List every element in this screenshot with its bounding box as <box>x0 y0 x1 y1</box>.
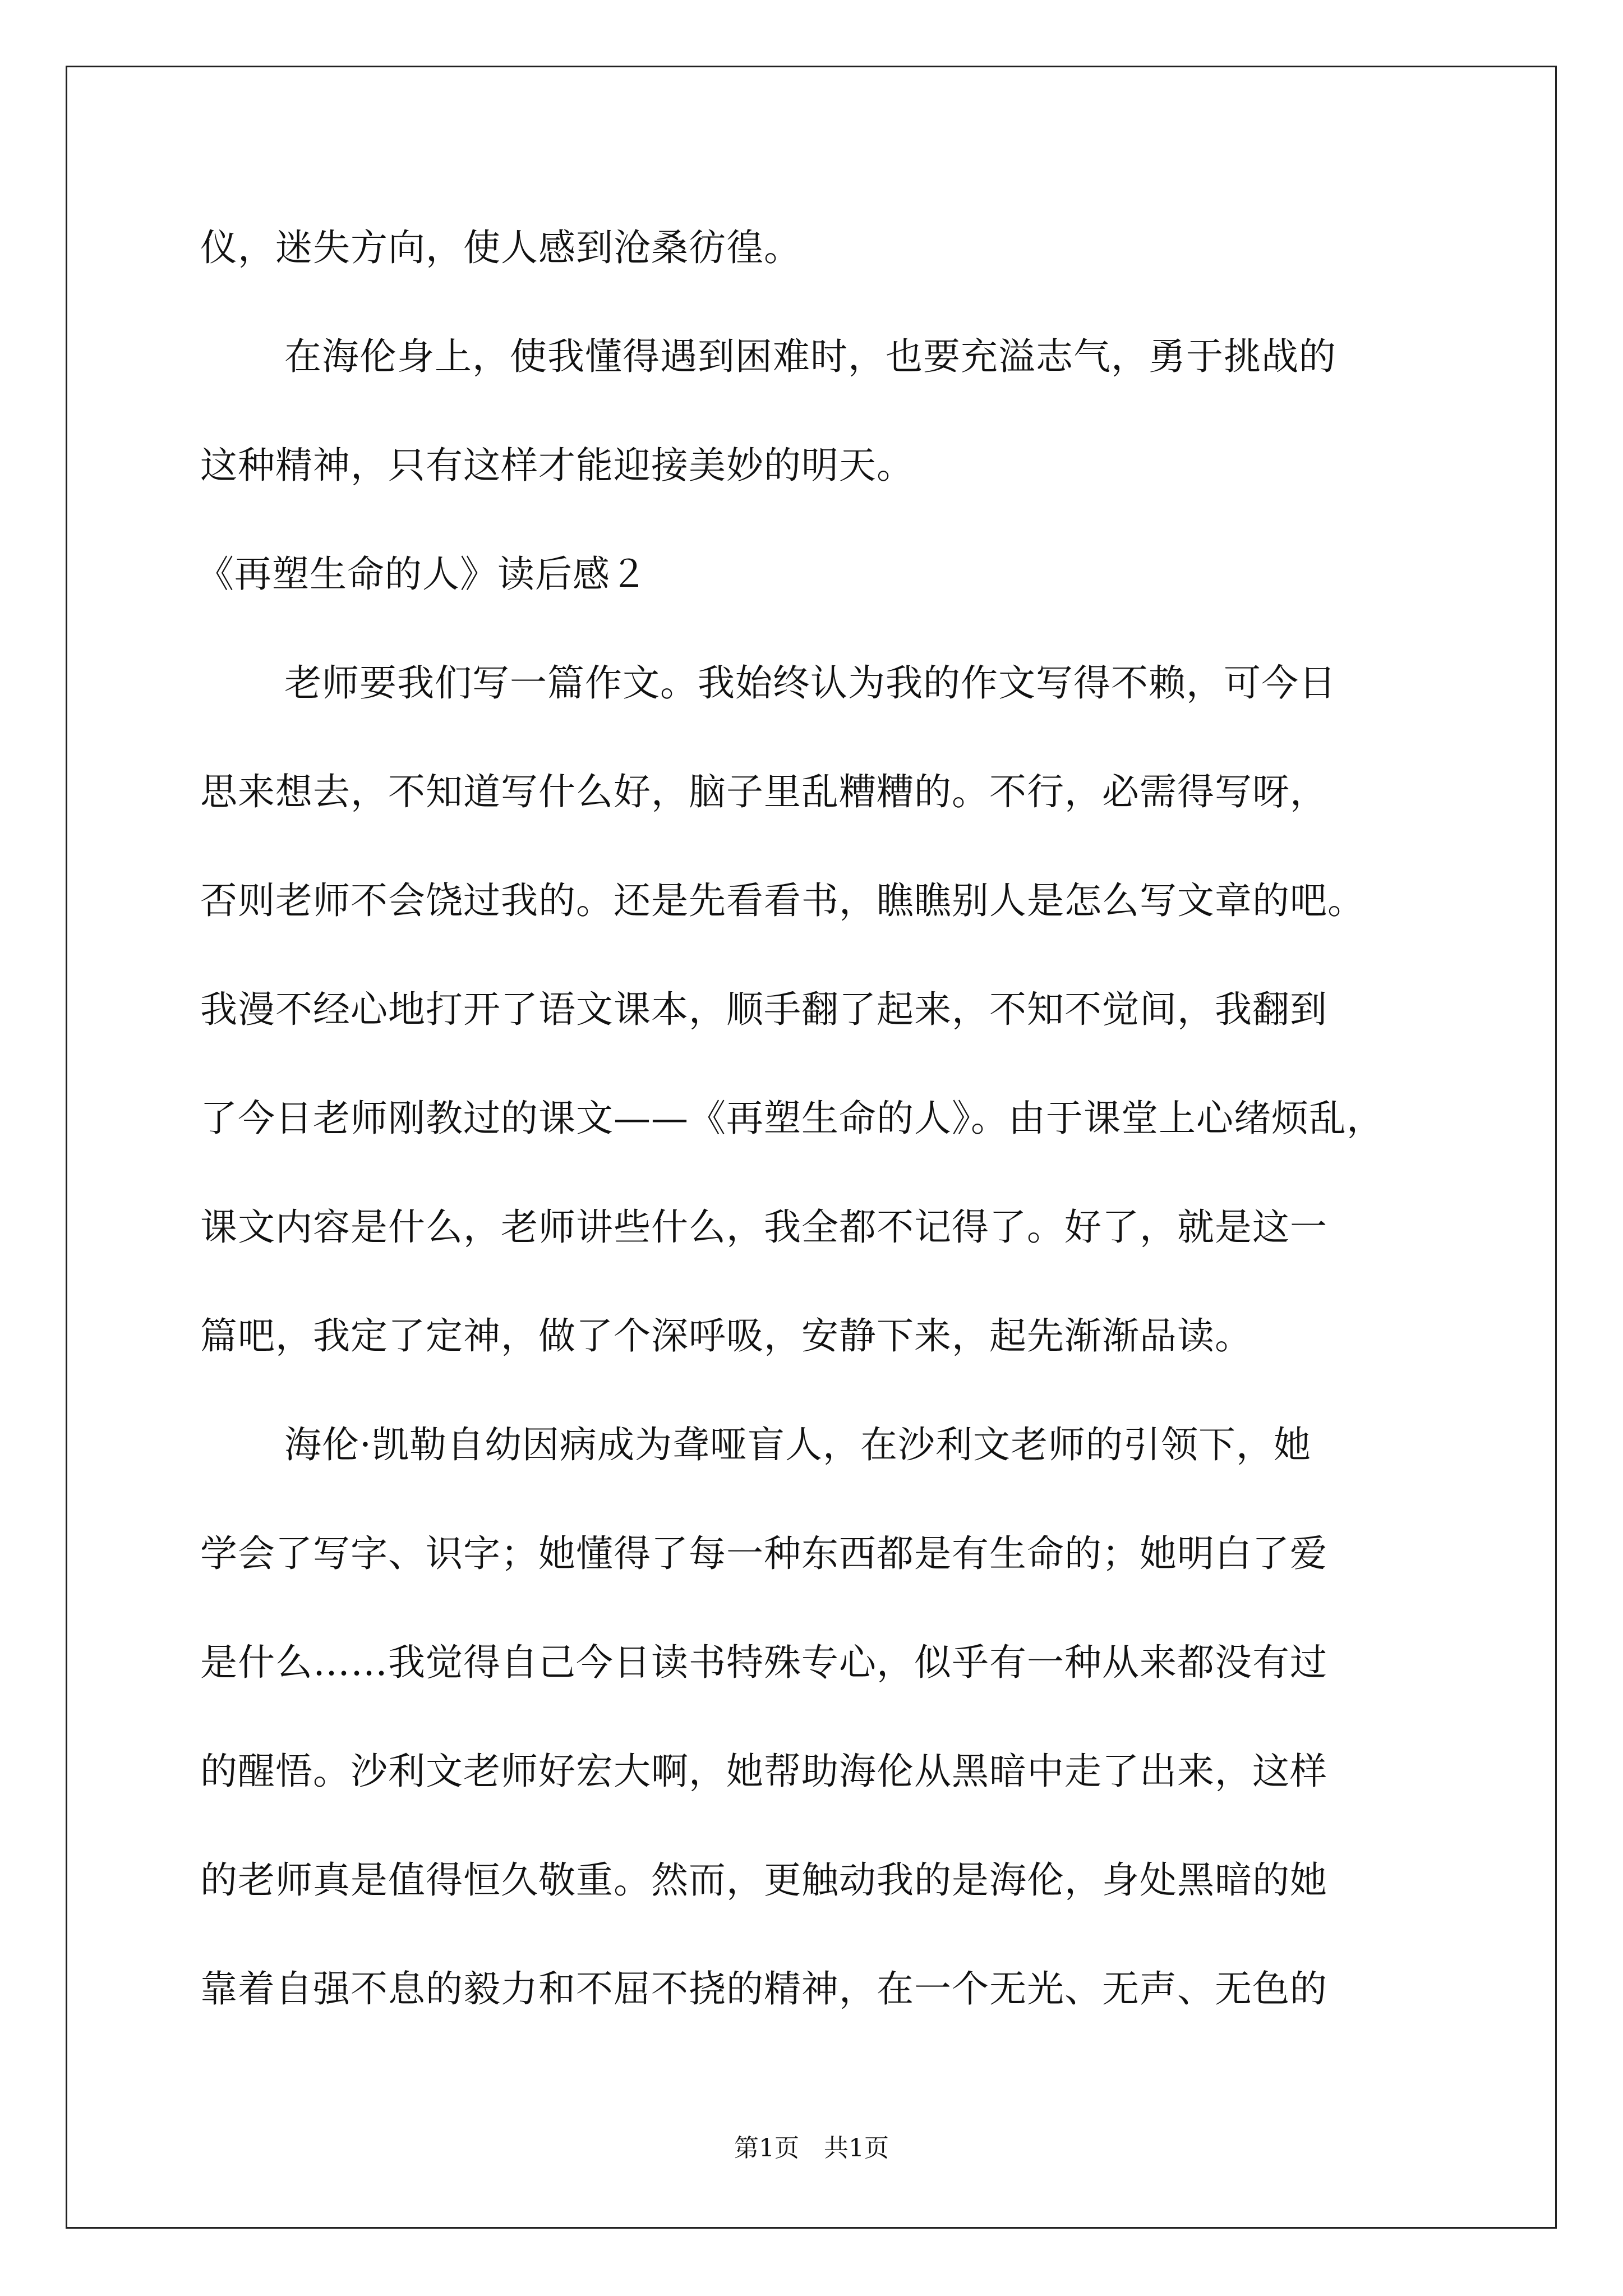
text-line: 了今日老师刚教过的课文——《再塑生命的人》。由于课堂上心绪烦乱， <box>200 1097 1384 1140</box>
text-line: 的醒悟。沙利文老师好宏大啊，她帮助海伦从黑暗中走了出来，这样 <box>200 1750 1327 1793</box>
paragraph-first-line: 海伦·凯勒自幼因病成为聋哑盲人，在沙利文老师的引领下，她 <box>284 1423 1311 1466</box>
text-line: 这种精神，只有这样才能迎接美妙的明天。 <box>200 444 914 487</box>
text-line: 篇吧，我定了定神，做了个深呼吸，安静下来，起先渐渐品读。 <box>200 1314 1252 1358</box>
text-line: 是什么……我觉得自己今日读书特殊专心，似乎有一种从来都没有过 <box>200 1641 1327 1684</box>
section-heading: 《再塑生命的人》读后感２ <box>197 553 648 596</box>
page-footer: 第1页 共1页 <box>734 2134 889 2162</box>
paragraph-first-line: 老师要我们写一篇作文。我始终认为我的作文写得不赖，可今日 <box>284 661 1336 705</box>
page-border <box>66 66 1557 2229</box>
text-line: 靠着自强不息的毅力和不屈不挠的精神，在一个无光、无声、无色的 <box>200 1967 1327 2010</box>
text-line: 否则老师不会饶过我的。还是先看看书，瞧瞧别人是怎么写文章的吧。 <box>200 879 1365 922</box>
text-line: 仪，迷失方向，使人感到沧桑彷徨。 <box>200 226 801 269</box>
text-line: 我漫不经心地打开了语文课本，顺手翻了起来，不知不觉间，我翻到 <box>200 988 1327 1031</box>
text-line: 思来想去，不知道写什么好，脑子里乱糟糟的。不行，必需得写呀， <box>200 770 1327 813</box>
text-line: 课文内容是什么，老师讲些什么，我全都不记得了。好了，就是这一 <box>200 1205 1327 1249</box>
text-line: 的老师真是值得恒久敬重。然而，更触动我的是海伦，身处黑暗的她 <box>200 1858 1327 1902</box>
text-line: 学会了写字、识字；她懂得了每一种东西都是有生命的；她明白了爱 <box>200 1532 1327 1575</box>
paragraph-first-line: 在海伦身上，使我懂得遇到困难时，也要充溢志气，勇于挑战的 <box>284 335 1336 378</box>
